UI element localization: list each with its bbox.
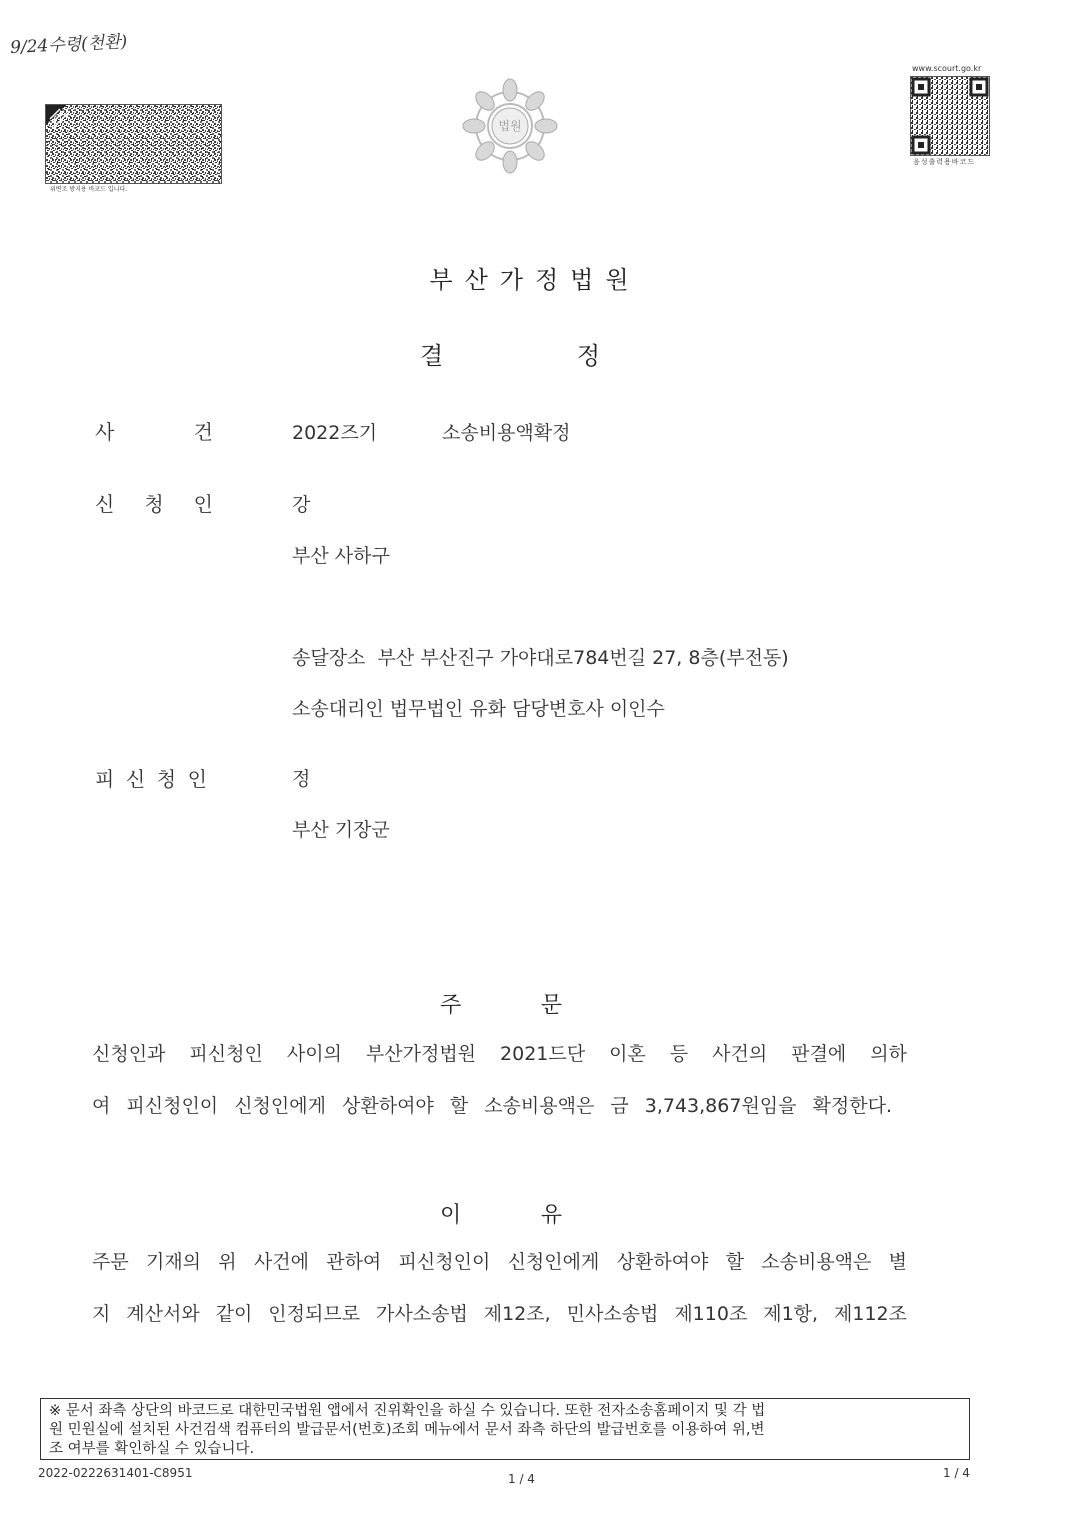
anti-forgery-barcode [45,104,222,184]
court-seal-emblem [460,76,560,176]
reasons-heading: 이 유 [440,1203,562,1228]
qr-caption: 음성출력용바코드 [913,158,976,166]
applicant-label: 신 청 인 [95,492,213,516]
voice-output-qr-code [910,76,990,156]
document-type-title [420,336,600,371]
court-name: 부산가정법원 [429,266,641,294]
order-line-2: 여 피신청인이 신청인에게 상환하여야 할 소송비용액은 금 3,743,867원임을 확정한다. [92,1095,892,1117]
notice-line: 원 민원실에 설치된 사건검색 컴퓨터의 발급문서(번호)조회 메뉴에서 문서 좌측 하단의 발급번호를 이용하여 위,변 [49,1422,765,1438]
seal-text: 법원 [498,119,522,133]
document-type-char: 정 [576,342,600,370]
applicant-service-address: 송달장소 부산 부산진구 가야대로784번길 27, 8층(부전동) [292,647,789,669]
applicant-attorney: 소송대리인 법무법인 유화 담당변호사 이인수 [292,698,665,720]
order-heading: 주 문 [440,993,562,1018]
notice-line: 조 여부를 확인하실 수 있습니다. [49,1441,255,1457]
respondent-name: 정 [292,768,311,790]
page-number-right: 1 / 4 [943,1466,970,1480]
case-number: 2022즈기 [292,422,378,444]
qr-url: www.scourt.go.kr [912,64,982,73]
barcode-caption: 위변조 방지용 바코드 입니다. [50,186,128,193]
applicant-name: 강 [292,494,311,516]
document-type-char: 결 [420,342,444,370]
respondent-label: 피 신 청 인 [95,767,207,791]
issue-number: 2022-0222631401-C8951 [38,1466,193,1480]
handwritten-received-note: 9/24수령(천환) [9,31,128,59]
applicant-address: 부산 사하구 [292,545,390,567]
authenticity-notice [40,1398,970,1460]
case-label: 사 건 [95,420,213,444]
page-number-center: 1 / 4 [508,1472,535,1486]
reasons-line-1: 주문 기재의 위 사건에 관하여 피신청인이 신청인에게 상환하여야 할 소송비용액은 별 [92,1251,907,1273]
reasons-line-2: 지 계산서와 같이 인정되므로 가사소송법 제12조, 민사소송법 제110조 제1항, 제112조 [92,1303,907,1325]
notice-line: ※ 문서 좌측 상단의 바코드로 대한민국법원 앱에서 진위확인을 하실 수 있습니다. 또한 전자소송홈페이지 및 각 법 [49,1403,766,1419]
case-title: 소송비용액확정 [442,422,571,444]
respondent-address: 부산 기장군 [292,819,390,841]
order-line-1: 신청인과 피신청인 사이의 부산가정법원 2021드단 이혼 등 사건의 판결에 의하 [92,1043,907,1065]
